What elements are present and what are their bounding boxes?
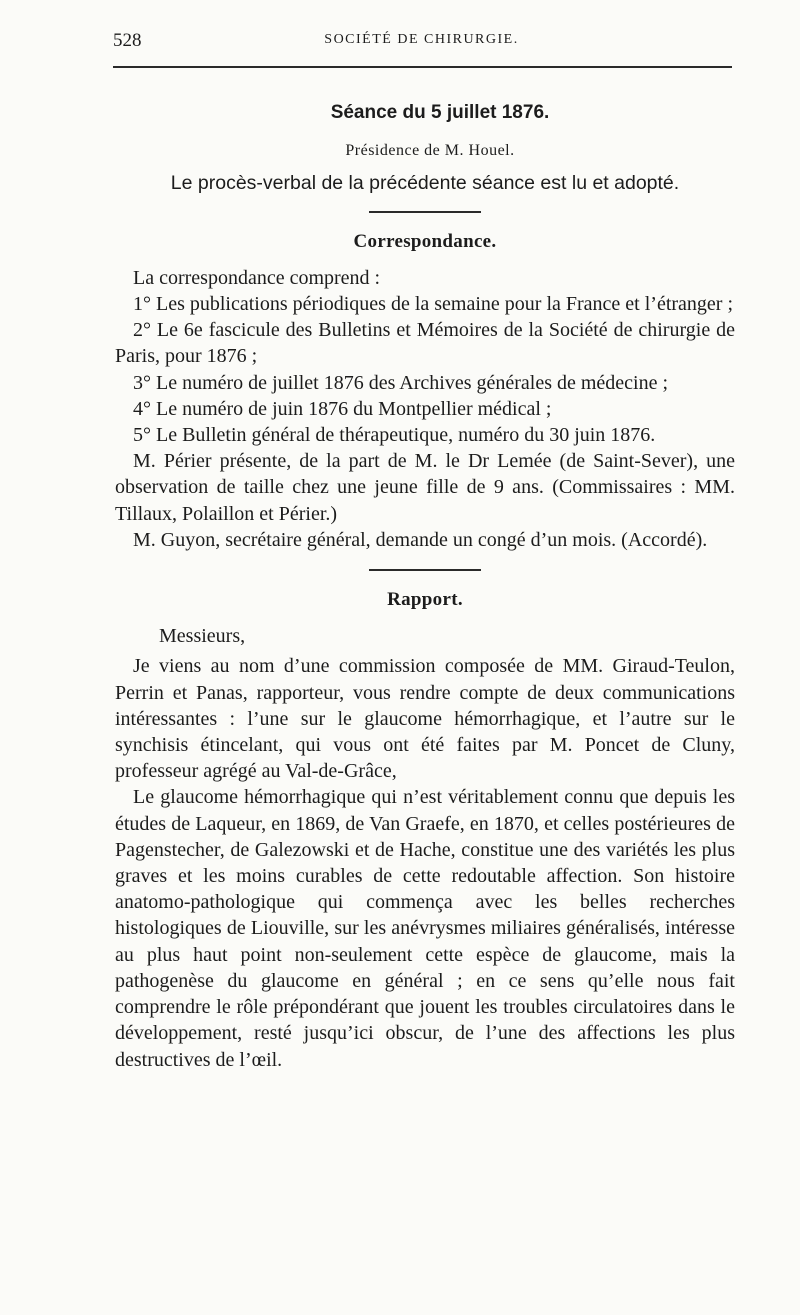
rapport-paragraph: Le glaucome hémorrhagique qui n’est véritablement connu que depuis les études de Laqueur, en 1869, de Van Graefe, en 1870, et celles postérieures de Pagenstecher, de Galezowski et de Hache, constitue une des variétés les plus graves et les moins curables de cette redoutable affection. Son histoire anatomo-pathologique qui commença avec les belles recherches histologiques de Liouville, sur les anévrysmes miliaires généralisés, intéresse au plus haut point non-seulement cette espèce de glaucome, mais la pathogenèse du glaucome en général ; en ce sens qu’elle nous fait comprendre le rôle prépondérant que jouent les troubles circulatoires dans le développement, resté jusqu’ici obscur, de l’une des affections les plus destructives de l’œil. bbox=[115, 786, 735, 1071]
correspondance-item: 2° Le 6e fascicule des Bulletins et Mémoires de la Société de chirurgie de Paris, pour 1876 ; bbox=[115, 319, 735, 368]
correspondance-item: 4° Le numéro de juin 1876 du Montpellier médical ; bbox=[133, 397, 552, 420]
correspondance-item: 5° Le Bulletin général de thérapeutique, numéro du 30 juin 1876. bbox=[133, 424, 656, 447]
rapport-heading: Rapport. bbox=[387, 589, 463, 611]
section-divider bbox=[369, 211, 481, 213]
salutation: Messieurs, bbox=[159, 625, 246, 648]
rapport-paragraph: Je viens au nom d’une commission composée de MM. Giraud-Teulon, Perrin et Panas, rapporteur, vous rendre compte de deux communications intéressantes : l’une sur le glaucome hémorrhagique, et l’autre sur le synchisis étincelant, qui vous ont été faites par M. Poncet de Cluny, professeur agrégé au Val-de-Grâce, bbox=[115, 655, 735, 783]
header-rule bbox=[113, 66, 732, 68]
page-number: 528 bbox=[113, 30, 142, 51]
correspondance-item: 3° Le numéro de juillet 1876 des Archives générales de médecine ; bbox=[133, 371, 669, 394]
guyon-paragraph: M. Guyon, secrétaire général, demande un congé d’un mois. (Accordé). bbox=[133, 528, 708, 551]
page-body bbox=[115, 100, 735, 1073]
correspondance-heading: Correspondance. bbox=[353, 230, 497, 252]
minutes-line: Le procès-verbal de la précédente séance est lu et adopté. bbox=[170, 172, 680, 195]
correspondance-item: 1° Les publications périodiques de la semaine pour la France et l’étranger ; bbox=[133, 293, 734, 316]
correspondance-intro: La correspondance comprend : bbox=[133, 266, 381, 289]
page-header bbox=[113, 30, 730, 58]
running-title: SOCIÉTÉ DE CHIRURGIE. bbox=[324, 32, 519, 47]
presidency-line: Présidence de M. Houel. bbox=[345, 142, 515, 160]
section-divider bbox=[369, 569, 481, 571]
perier-paragraph: M. Périer présente, de la part de M. le Dr Lemée (de Saint-Sever), une observation de taille chez une jeune fille de 9 ans. (Commissaires : MM. Tillaux, Polaillon et Périer.) bbox=[115, 450, 735, 525]
session-title: Séance du 5 juillet 1876. bbox=[330, 102, 550, 123]
